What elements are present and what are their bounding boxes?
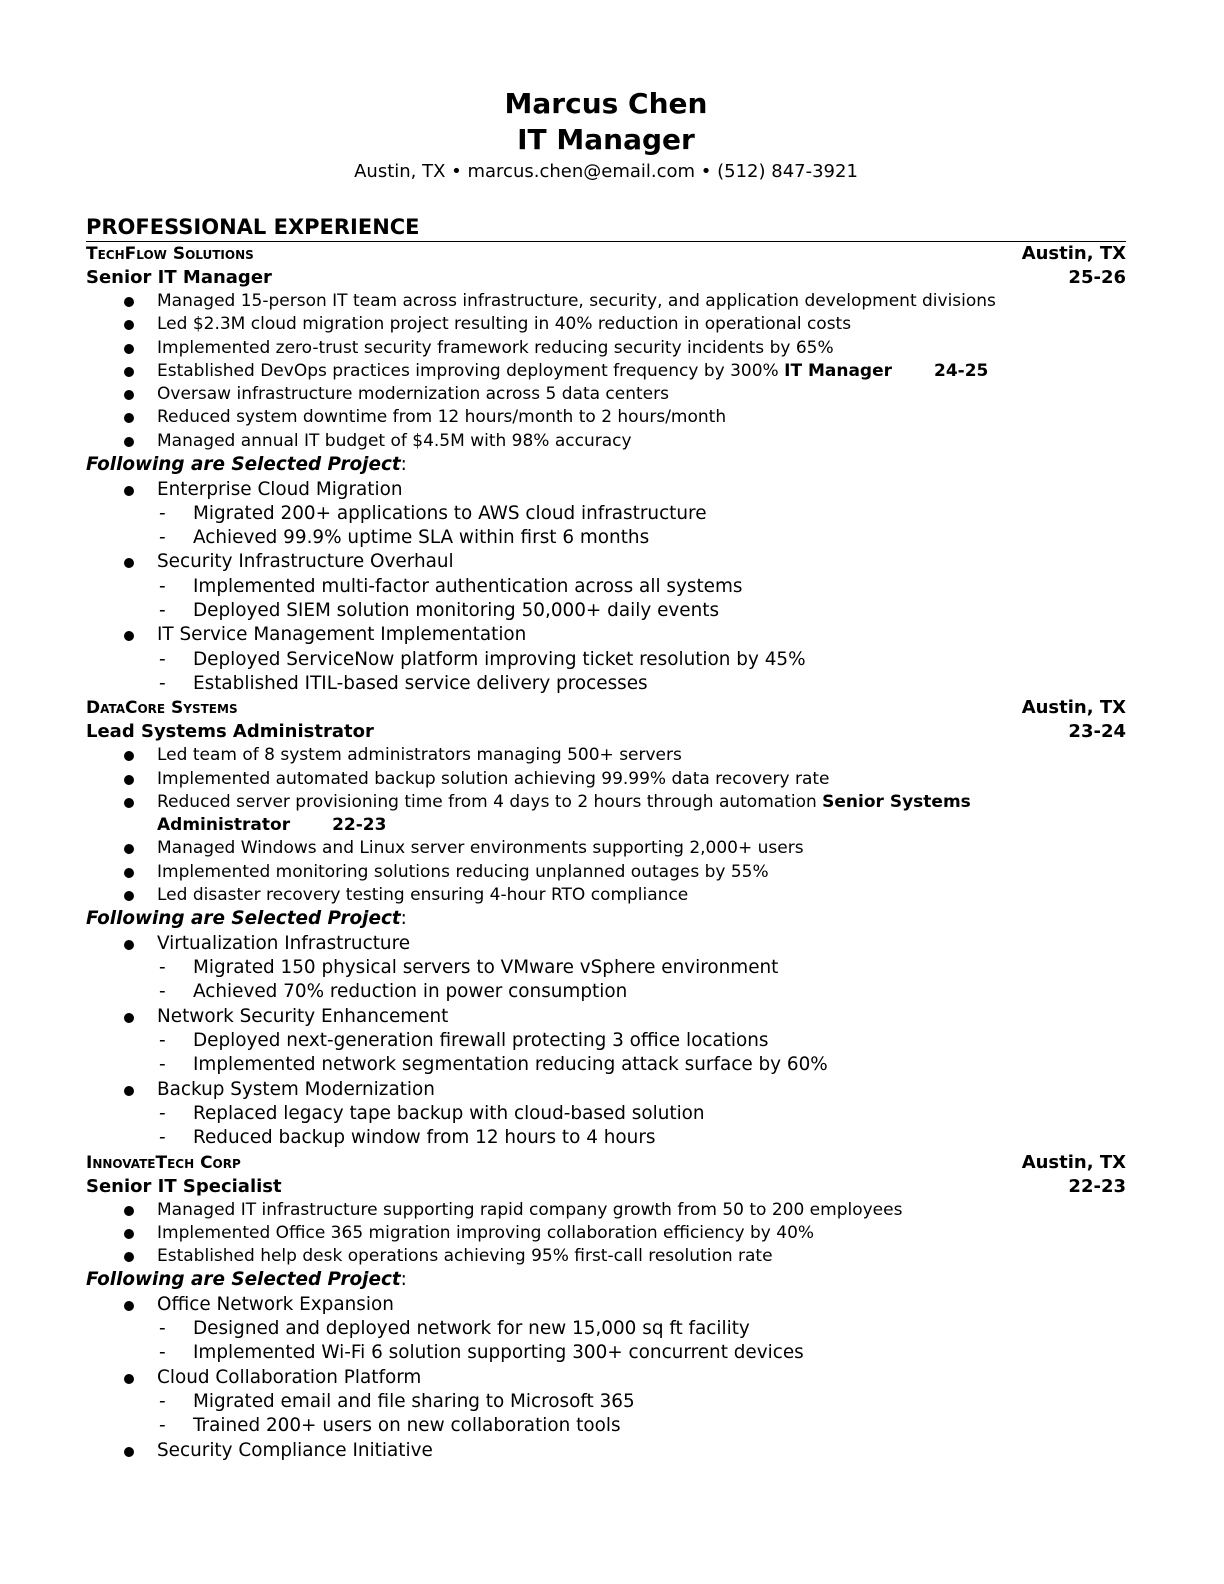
project-detail-list [157,575,1126,624]
project-detail: - Deployed next-generation firewall protecting 3 office locations [157,1029,1126,1053]
role-row [86,1175,1126,1199]
project-item [124,623,1126,696]
achievement-item: Managed IT infrastructure supporting rapid company growth from 50 to 200 employees [124,1199,1126,1222]
selected-projects-label: Following are Selected Project [86,454,401,476]
achievement-item: Implemented Office 365 migration improving collaboration efficiency by 40% [124,1222,1126,1245]
project-name: Office Network Expansion [157,1293,394,1315]
achievement-item [124,791,1126,838]
job-location: Austin, TX [1021,697,1126,719]
achievement-item: Managed 15-person IT team across infrastructure, security, and application development divisions [124,290,1126,313]
inline-dates: 22-23 [332,815,387,836]
selected-projects-colon: : [400,1269,407,1291]
project-detail-list [157,502,1126,551]
project-detail: - Implemented multi-factor authentication across all systems [157,575,1126,599]
job-dates: 22-23 [1068,1175,1126,1197]
achievement-item: Established help desk operations achieving 95% first-call resolution rate [124,1245,1126,1268]
resume-header [86,86,1126,185]
inline-role: IT Manager [784,360,893,381]
company-row [86,696,1126,720]
achievement-item [124,360,1126,383]
inline-role: Senior Systems Administrator [157,791,971,836]
project-name: Network Security Enhancement [157,1005,449,1027]
project-detail-list [157,1390,1126,1439]
job-location: Austin, TX [1021,243,1126,264]
project-detail: - Established ITIL-based service delivery processes [157,672,1126,696]
project-detail: - Migrated 150 physical servers to VMware vSphere environment [157,956,1126,980]
project-item [124,1078,1126,1151]
selected-projects-label: Following are Selected Project [86,1269,401,1291]
project-list [86,478,1126,697]
job-role: Senior IT Manager [86,267,272,288]
company-row [86,1151,1126,1175]
project-list [86,932,1126,1151]
role-row [86,720,1126,744]
project-name: Backup System Modernization [157,1078,435,1100]
project-detail-list [157,1317,1126,1366]
project-item [124,1439,1126,1463]
achievement-item: Implemented monitoring solutions reducing unplanned outages by 55% [124,861,1126,884]
achievement-item: Led disaster recovery testing ensuring 4-hour RTO compliance [124,884,1126,907]
achievement-item: Led $2.3M cloud migration project resulting in 40% reduction in operational costs [124,313,1126,336]
project-name: Security Infrastructure Overhaul [157,551,454,573]
achievement-item: Implemented zero-trust security framework reducing security incidents by 65% [124,337,1126,360]
project-detail: - Deployed SIEM solution monitoring 50,000+ daily events [157,599,1126,623]
project-detail-list [157,1029,1126,1078]
achievement-list [86,1199,1126,1269]
project-detail: - Achieved 70% reduction in power consumption [157,980,1126,1004]
project-detail-list [157,956,1126,1005]
selected-projects-colon: : [400,908,407,930]
job-entry [86,696,1126,1150]
achievement-list [86,744,1126,907]
project-detail: - Achieved 99.9% uptime SLA within first 6 months [157,526,1126,550]
company-name: DataCore Systems [86,698,238,719]
role-row [86,266,1126,290]
selected-projects-heading [86,907,1126,932]
company-name: InnovateTech Corp [86,1152,241,1173]
selected-projects-heading [86,1268,1126,1293]
candidate-name: Marcus Chen [504,87,708,120]
job-dates: 25-26 [1068,267,1126,288]
project-name: Enterprise Cloud Migration [157,478,403,500]
inline-dates: 24-25 [934,360,989,381]
project-name: Security Compliance Initiative [157,1439,433,1461]
job-entry [86,242,1126,696]
section-title-experience: PROFESSIONAL EXPERIENCE [86,213,1126,242]
job-entry [86,1151,1126,1463]
project-detail: - Trained 200+ users on new collaboration tools [157,1414,1126,1438]
job-role: Senior IT Specialist [86,1175,282,1197]
job-role: Lead Systems Administrator [86,721,374,743]
selected-projects-colon: : [400,454,407,476]
achievement-item: Managed annual IT budget of $4.5M with 98% accuracy [124,430,1126,453]
project-detail: - Migrated email and file sharing to Microsoft 365 [157,1390,1126,1414]
project-item [124,932,1126,1005]
project-item [124,1366,1126,1439]
achievement-item: Oversaw infrastructure modernization across 5 data centers [124,383,1126,406]
company-name: TechFlow Solutions [86,244,254,264]
project-detail: - Implemented Wi-Fi 6 solution supporting 300+ concurrent devices [157,1341,1126,1365]
project-item [124,1293,1126,1366]
job-location: Austin, TX [1021,1151,1126,1173]
achievement-item: Implemented automated backup solution achieving 99.99% data recovery rate [124,768,1126,791]
achievement-list [86,290,1126,453]
project-detail-list [157,648,1126,697]
achievement-item: Reduced system downtime from 12 hours/month to 2 hours/month [124,406,1126,429]
candidate-title: IT Manager [517,123,695,156]
project-item [124,1005,1126,1078]
achievement-item: Managed Windows and Linux server environments supporting 2,000+ users [124,837,1126,860]
project-detail: - Migrated 200+ applications to AWS cloud infrastructure [157,502,1126,526]
project-name: Virtualization Infrastructure [157,932,411,954]
project-detail: - Replaced legacy tape backup with cloud-based solution [157,1102,1126,1126]
job-dates: 23-24 [1068,721,1126,743]
project-name: Cloud Collaboration Platform [157,1366,422,1388]
achievement-text: Reduced server provisioning time from 4 days to 2 hours through automation [157,791,817,812]
project-item [124,478,1126,551]
project-detail: - Implemented network segmentation reducing attack surface by 60% [157,1053,1126,1077]
project-item [124,550,1126,623]
resume-page [86,86,1126,1463]
project-detail: - Designed and deployed network for new 15,000 sq ft facility [157,1317,1126,1341]
selected-projects-heading [86,453,1126,478]
project-detail-list [157,1102,1126,1151]
achievement-item: Led team of 8 system administrators managing 500+ servers [124,744,1126,767]
company-row [86,242,1126,266]
project-list [86,1293,1126,1463]
project-detail: - Deployed ServiceNow platform improving ticket resolution by 45% [157,648,1126,672]
project-name: IT Service Management Implementation [157,624,527,646]
achievement-text: Established DevOps practices improving deployment frequency by 300% [157,360,779,381]
selected-projects-label: Following are Selected Project [86,908,401,930]
contact-line: Austin, TX • marcus.chen@email.com • (512) 847-3921 [354,161,858,182]
project-detail: - Reduced backup window from 12 hours to 4 hours [157,1126,1126,1150]
